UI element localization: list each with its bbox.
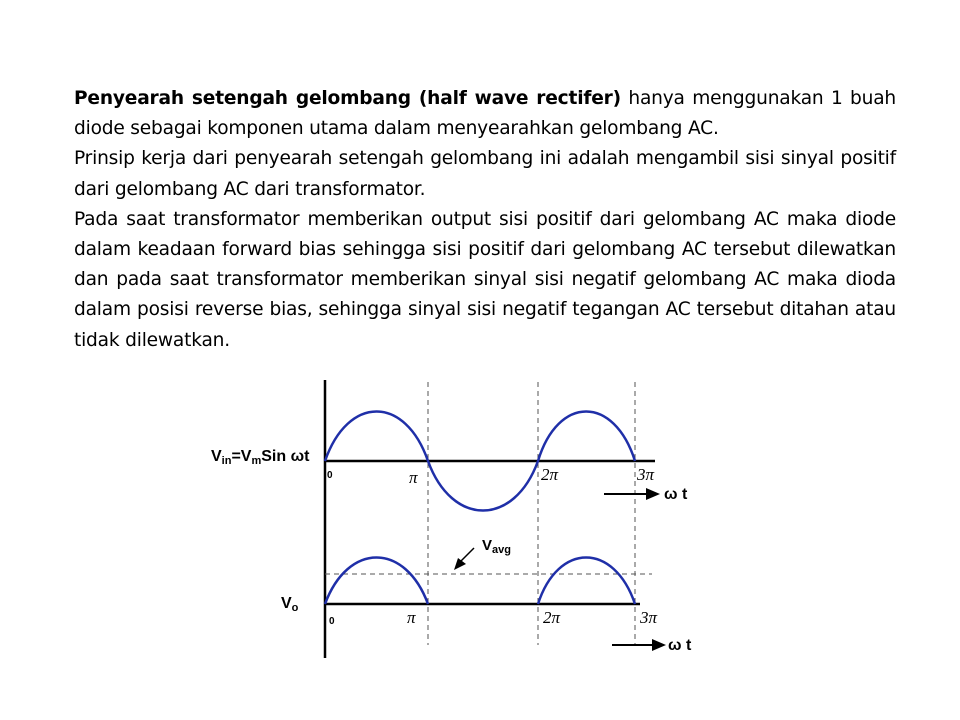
bottom-mark-2pi: 2π	[543, 608, 561, 627]
bottom-axis-label: ω t	[668, 637, 692, 654]
top-mark-3pi: 3π	[637, 465, 655, 484]
vavg-pointer-head	[454, 558, 466, 570]
vin-label: Vin=VmSin ωt	[211, 448, 310, 467]
bottom-arrow-head	[652, 639, 666, 651]
bottom-mark-pi: π	[407, 608, 416, 627]
bottom-origin-label: 0	[329, 616, 335, 627]
paragraph-2-text: Prinsip kerja dari penyearah setengah gelombang ini adalah mengambil sisi sinyal positif dari gelombang AC dari transformator.	[74, 148, 896, 200]
vavg-label: $V_{avg}$	[482, 537, 511, 556]
paragraph-1-bold: Penyearah setengah gelombang (half wave rectifer)	[74, 88, 621, 109]
bottom-mark-3pi: 3π	[640, 608, 658, 627]
vo-label: Vo	[281, 595, 299, 614]
top-arrow-head	[646, 488, 660, 500]
top-mark-2pi: 2π	[541, 465, 559, 484]
paragraph-3-text: Pada saat transformator memberikan output sisi positif dari gelombang AC maka diode dalam keadaan forward bias sehingga sisi positif dari gelombang AC tersebut dilewatkan dan pada saat transformator memberikan sinyal sisi negatif gelombang AC maka dioda dalam posisi reverse bias, sehingga sinyal sisi negatif tegangan AC tersebut ditahan atau tidak dilewatkan.	[74, 208, 896, 351]
vavg-pointer-line	[460, 548, 474, 562]
top-axis-label: ω t	[664, 486, 688, 503]
paragraph-1-text: hanya menggunakan 1 buah diode sebagai komponen utama dalam menyearahkan gelombang AC.	[74, 88, 896, 140]
top-origin-label: 0	[327, 470, 333, 481]
top-mark-pi: π	[409, 468, 418, 487]
output-rectified-wave	[325, 558, 635, 605]
